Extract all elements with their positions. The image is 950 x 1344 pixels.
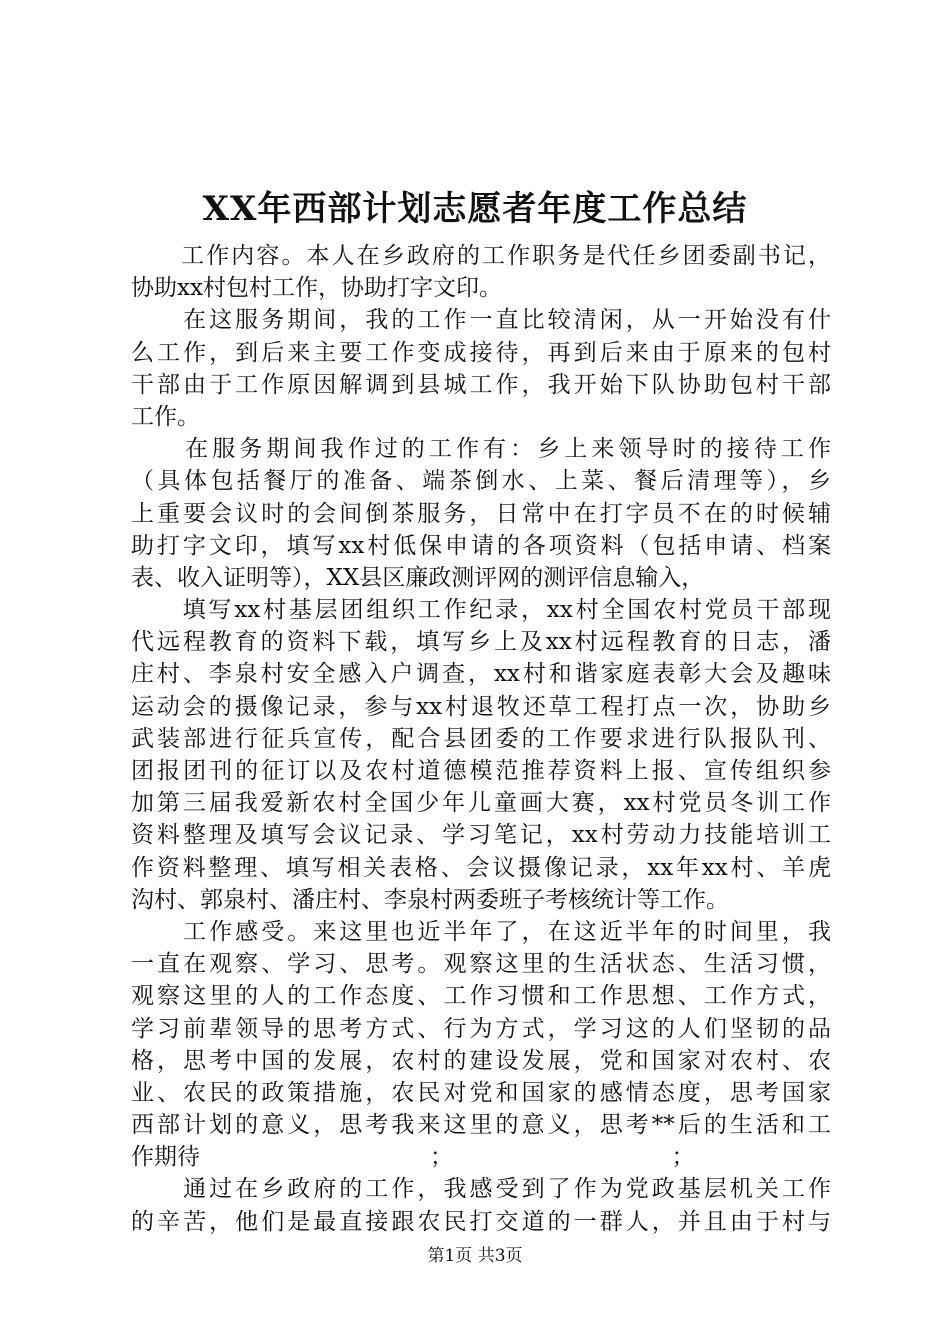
text-line: 工作感受。来这里也近半年了，在这近半年的时间里，我 [131,918,831,945]
text-line: 加第三届我爱新农村全国少年儿童画大赛，xx村党员冬训工作 [131,790,831,817]
text-line: 干部由于工作原因解调到县城工作，我开始下队协助包村干部 [131,371,831,398]
text-line: 业、农民的政策措施，农民对党和国家的感情态度，思考国家 [131,1079,831,1106]
text-line: 团报团刊的征订以及农村道德模范推荐资料上报、宣传组织参 [131,758,831,784]
text-line: 表、收入证明等），XX县区廉政测评网的测评信息输入， [131,564,705,591]
text-line: 资料整理及填写会议记录、学习笔记，xx村劳动力技能培训工 [131,822,831,849]
document-title: XX年西部计划志愿者年度工作总结 [202,189,748,229]
text-line: 武装部进行征兵宣传，配合县团委的工作要求进行队报队刊、 [131,725,831,752]
text-line: 格，思考中国的发展，农村的建设发展，党和国家对农村、农 [131,1047,831,1074]
text-line: 学习前辈领导的思考方式、行为方式，学习这的人们坚韧的品 [131,1015,831,1042]
text-line: 观察这里的人的工作态度、工作习惯和工作思想、工作方式， [131,983,831,1010]
text-line: 在服务期间我作过的工作有：乡上来领导时的接待工作 [131,436,831,463]
text-line: 沟村、郭泉村、潘庄村、李泉村两委班子考核统计等工作。 [131,886,729,913]
text-line: 作资料整理、填写相关表格、会议摄像记录，xx年xx村、羊虎 [131,854,831,881]
page-number: 第1页 共3页 [427,1246,523,1266]
text-line: 在这服务期间，我的工作一直比较清闲，从一开始没有什 [131,307,831,334]
text-line: 协助xx村包村工作，协助打字文印。 [131,275,502,302]
document-body [131,240,831,1238]
text-line: 工作。 [131,403,200,430]
text-line: 上重要会议时的会间倒茶服务，日常中在打字员不在的时候辅 [131,500,831,527]
text-line: （具体包括餐厅的准备、端茶倒水、上菜、餐后清理等），乡 [131,468,831,495]
text-line: 一直在观察、学习、思考。观察这里的生活状态、生活习惯， [131,951,831,978]
text-line: 西部计划的意义，思考我来这里的意义，思考**后的生活和工 [131,1112,831,1139]
text-line: 助打字文印，填写xx村低保申请的各项资料（包括申请、档案 [131,532,831,559]
text-line: 的辛苦，他们是最直接跟农民打交道的一群人，并且由于村与 [131,1208,831,1235]
text-line: 作期待 ； ； [131,1144,695,1171]
text-line: 运动会的摄像记录，参与xx村退牧还草工程打点一次，协助乡 [131,693,831,720]
text-line: 通过在乡政府的工作，我感受到了作为党政基层机关工作 [131,1176,831,1203]
text-line: 庄村、李泉村安全感入户调查，xx村和谐家庭表彰大会及趣味 [131,661,831,688]
text-line: 么工作，到后来主要工作变成接待，再到后来由于原来的包村 [131,339,831,366]
text-line: 填写xx村基层团组织工作纪录，xx村全国农村党员干部现 [131,597,831,624]
text-line: 工作内容。本人在乡政府的工作职务是代任乡团委副书记， [131,243,831,269]
text-line: 代远程教育的资料下载，填写乡上及xx村远程教育的日志，潘 [131,629,831,656]
